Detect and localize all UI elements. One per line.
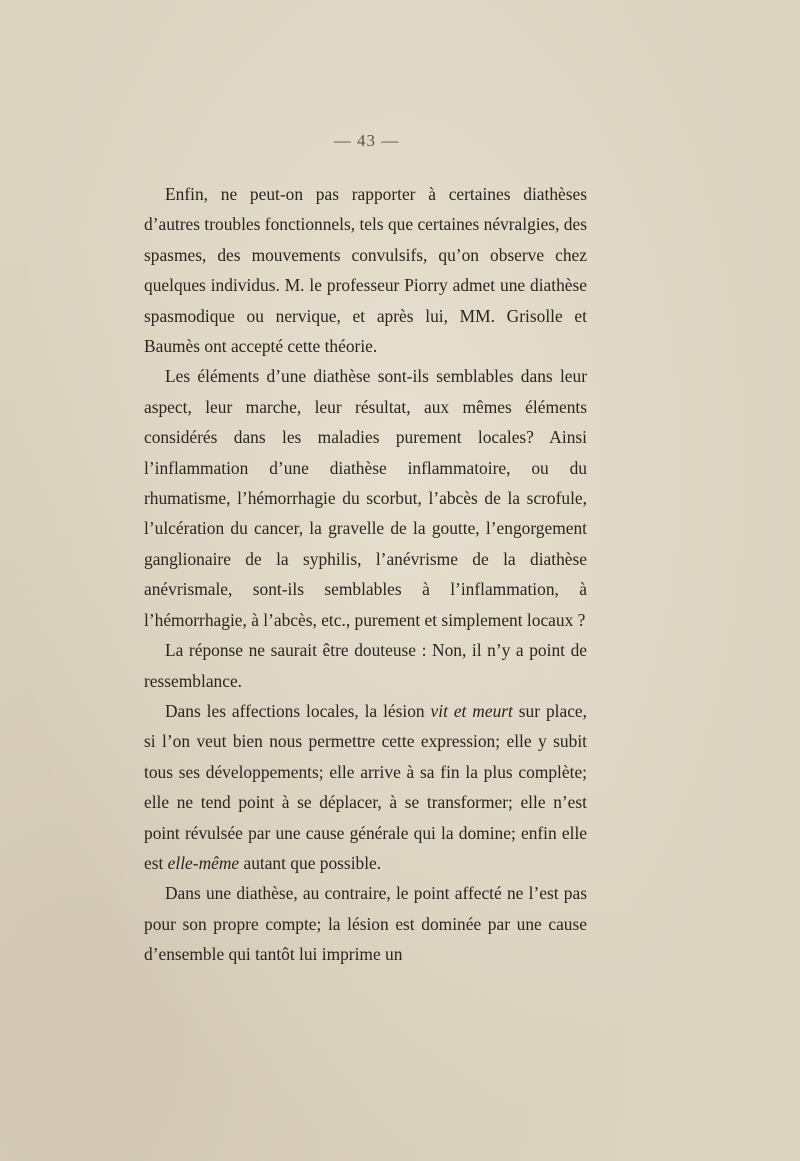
paragraph: Les éléments d’une diathèse sont-ils semblables dans leur aspect, leur marche, leur résultat, aux mêmes éléments considérés dans les maladies purement locales? Ainsi l’inflammation d’une diathèse inflammatoire, ou du rhumatisme, l’hémorrhagie du scorbut, l’abcès de la scrofule, l’ulcération du cancer, la gravelle de la goutte, l’engorgement ganglionaire de la syphilis, l’anévrisme de la diathèse anévrismale, sont-ils semblables à l’inflammation, à l’hémorrhagie, à l’abcès, etc., purement et simplement locaux ? [144,366,587,630]
italic-phrase: vit et meurt [430,700,513,721]
italic-phrase: elle-même [167,852,240,873]
text-run: Dans les affections locales, la lésion [165,700,431,721]
paragraph: La réponse ne saurait être douteuse : Non, il n’y a point de ressemblance. [144,640,587,691]
paragraph [144,696,587,878]
text-run: autant que possible. [239,852,382,873]
paragraph: Enfin, ne peut-on pas rapporter à certaines diathèses d’autres troubles fonctionnels, tels que certaines névralgies, des spasmes, des mouvements convulsifs, qu’on observe chez quelques individus. M. le professeur Piorry admet une diathèse spasmodique ou nervique, et après lui, MM. Grisolle et Baumès ont accepté cette théorie. [144,184,587,357]
body-text [144,179,587,970]
page-number: — 43 — [333,131,400,150]
paragraph: Dans une diathèse, au contraire, le point affecté ne l’est pas pour son propre compte; la lésion est dominée par une cause d’ensemble qui tantôt lui imprime un [144,883,587,965]
text-run: sur place, si l’on veut bien nous permettre cette expression; elle y subit tous ses développements; elle arrive à sa fin la plus complète; elle ne tend point à se déplacer, à se transformer; elle n’est point révulsée par une cause générale qui la domine; enfin elle est [144,700,587,873]
